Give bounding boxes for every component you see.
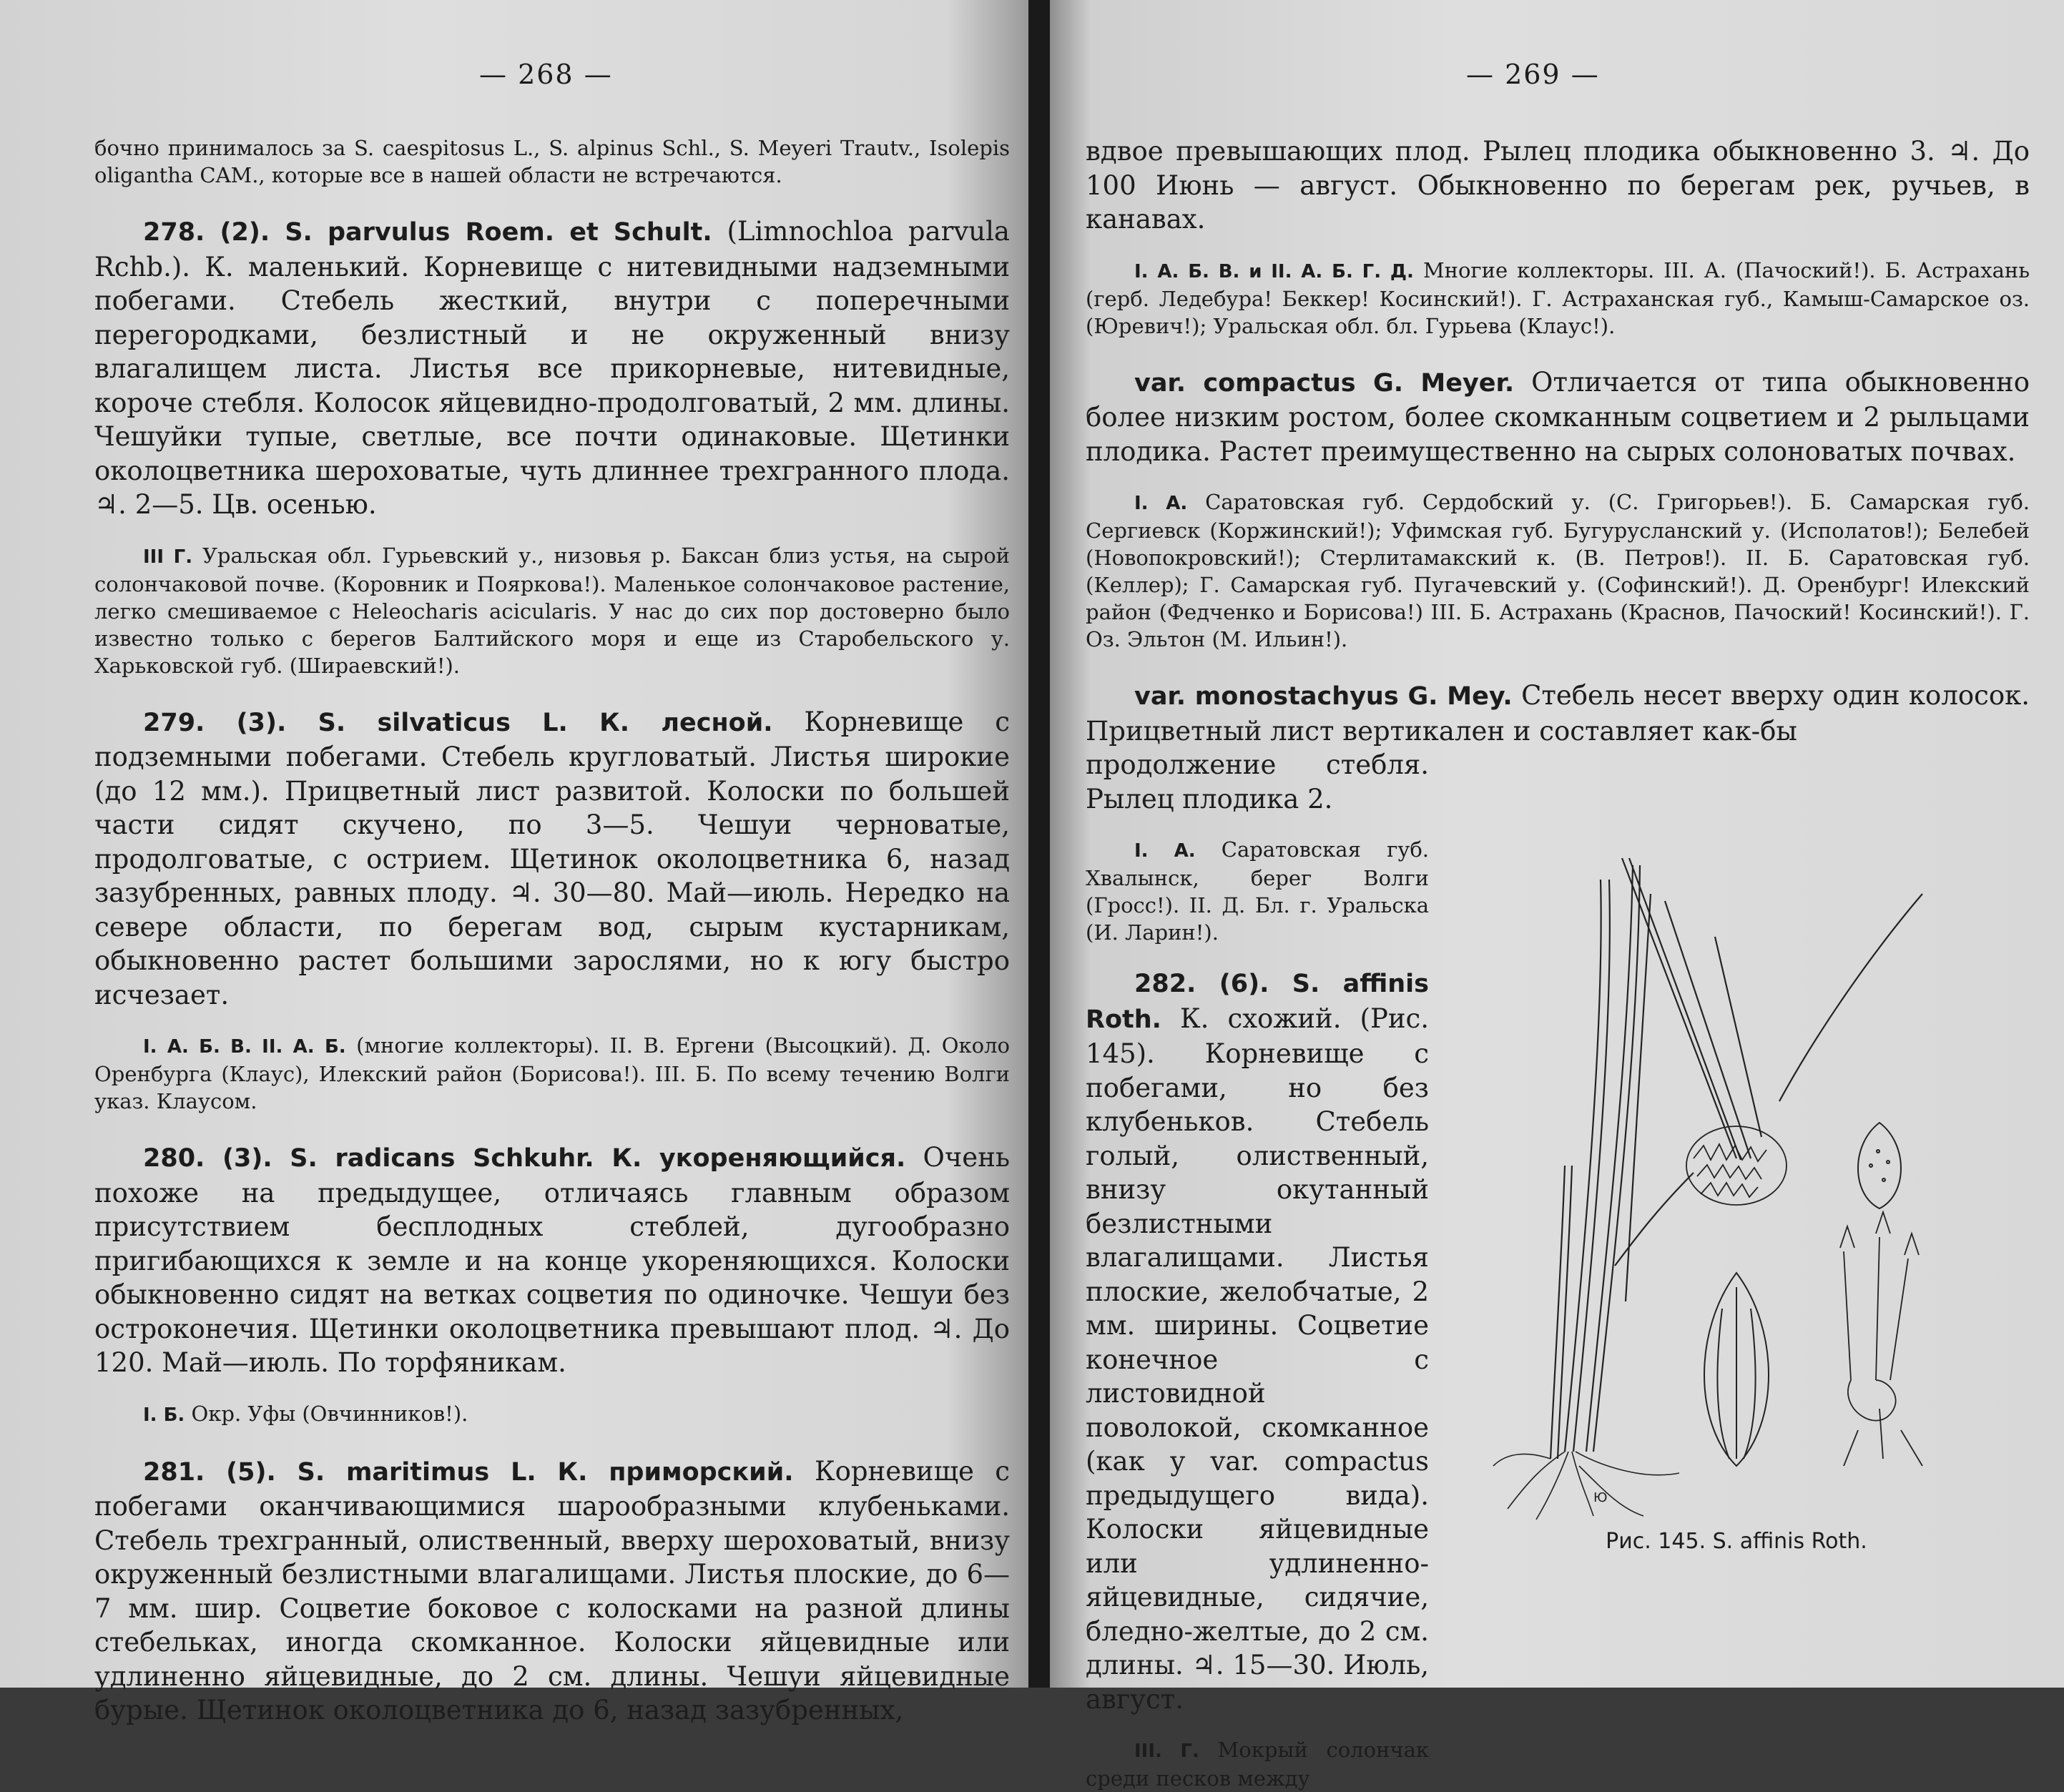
entry-281 bbox=[94, 1454, 1010, 1728]
entry-281-continuation: вдвое превышающих плод. Рылец плодика обыкновенно 3. ♃. До 100 Июнь — август. Обыкновенно по берегам рек, ручьев, в канавах. bbox=[1086, 136, 2030, 235]
entry-280-loc-heading: I. Б. bbox=[143, 1404, 185, 1426]
variety-compactus-body: Отличается от типа обыкновенно более низким ростом, более скомканным соцветием и 2 рыльцами плодика. Растет преимущественно на сырых солоноватых почвах. bbox=[1086, 366, 2030, 467]
intro-paragraph: бочно принималось за S. caespitosus L., S. alpinus Schl., S. Meyeri Trautv., Isolepis oligantha CAM., которые все в нашей области не встречаются. bbox=[94, 136, 1010, 187]
book-gutter bbox=[1028, 0, 1050, 1688]
scale-detail bbox=[1704, 1273, 1769, 1466]
entry-279-localities bbox=[94, 1032, 1010, 1115]
entry-281-localities bbox=[1086, 257, 2030, 340]
left-column bbox=[94, 134, 1010, 1728]
figure-mark: Ю bbox=[1593, 1490, 1608, 1505]
variety-monostachyus-body-cont: продолжение стебля. Рылец плодика 2. bbox=[1086, 749, 1429, 814]
entry-281-loc-heading: I. А. Б. В. и II. А. Б. Г. Д. bbox=[1134, 260, 1414, 282]
entry-282-localities bbox=[1086, 1736, 1429, 1792]
page-number-right: — 269 — bbox=[1466, 59, 1600, 90]
entry-282-loc-text: Мокрый солончак среди песков между bbox=[1086, 1738, 1429, 1791]
variety-monostachyus-body: Стебель несет вверху один колосок. Прицветный лист вертикален и составляет как-бы bbox=[1086, 680, 2030, 747]
figure-caption: Рис. 145. S. affinis Roth. bbox=[1606, 1529, 1867, 1554]
right-page bbox=[1050, 0, 2064, 1791]
entry-279-heading: 279. (3). S. silvaticus L. К. лесной. bbox=[143, 708, 773, 737]
variety-compactus-loc-text: Саратовская губ. Сердобский у. (С. Григорьев!). Б. Самарская губ. Сергиевск (Коржинский!); Уфимская губ. Бугурусланский у. (Исполатов!); Белебей (Новопокровский!); Стерлитамакский к. (В. Петров!). II. Б. Саратовская губ. (Келлер); Г. Самарская губ. Пугачевский у. (Софинский!). Д. Оренбург! Илекский район (Федченко и Борисова!) III. Б. Астрахань (Краснов, Пачоский! Косинский!). Г. Оз. Эльтон (М. Ильин!). bbox=[1086, 490, 2030, 651]
entry-278-heading: 278. (2). S. parvulus Roem. et Schult. bbox=[143, 218, 712, 247]
entry-281-heading: 281. (5). S. maritimus L. К. приморский. bbox=[143, 1457, 794, 1487]
variety-compactus-heading: var. compactus G. Meyer. bbox=[1134, 368, 1515, 398]
nutlet-detail bbox=[1858, 1123, 1901, 1208]
entry-279 bbox=[94, 705, 1010, 1013]
variety-monostachyus-loc-text: Саратовская губ. Хвалынск, берег Волги (Гросс!). II. Д. Бл. г. Уральска (И. Ларин!). bbox=[1086, 837, 1429, 945]
narrow-text-column bbox=[1086, 748, 1429, 1792]
variety-monostachyus-localities bbox=[1086, 836, 1429, 946]
entry-279-body: Корневище с подземными побегами. Стебель кругловатый. Листья широкие (до 12 мм.). Прицветный лист развитой. Колоски по большей части сидят скучено, по 3—5. Чешуи черноватые, продолговатые, с острием. Щетинок околоцветника 6, назад зазубренных, равных плоду. ♃. 30—80. Май—июль. Нередко на севере области, по берегам вод, сырым кустарникам, обыкновенно растет большими зарослями, но к югу быстро исчезает. bbox=[94, 706, 1010, 1010]
inflorescence bbox=[1686, 1126, 1787, 1205]
plant-illustration bbox=[1479, 837, 1994, 1523]
entry-278 bbox=[94, 215, 1010, 522]
entry-280-heading: 280. (3). S. radicans Schkuhr. К. укореняющийся. bbox=[143, 1144, 906, 1173]
entry-278-loc-text: Уральская обл. Гурьевский у., низовья р. Баксан близ устья, на сырой солончаковой почве. (Коровник и Пояркова!). Маленькое солончаковое растение, легко смешиваемое с Heleocharis acicularis. У нас до сих пор достоверно было известно только с берегов Балтийского моря и еще из Старобельского у. Харьковской губ. (Шираевский!). bbox=[94, 543, 1010, 678]
entry-281-loc-text: Многие коллекторы. III. А. (Пачоский!). Б. Астрахань (герб. Ледебура! Беккер! Косинский!). Г. Астраханская губ., Камыш-Самарское оз. (Юревич!); Уральская обл. бл. Гурьева (Клаус!). bbox=[1086, 257, 2030, 338]
entry-278-body: (Limnochloa parvula Rchb.). К. маленький. Корневище с нитевидными надземными побегами. Стебель жесткий, внутри с поперечными перегородками, безлистный и не окруженный внизу влагалищем листа. Листья все прикорневые, нитевидные, короче стебля. Колосок яйцевидно-продолговатый, 2 мм. длины. Чешуйки тупые, светлые, все почти одинаковые. Щетинки околоцветника шероховатые, чуть длиннее трехгранного плода. ♃. 2—5. Цв. осенью. bbox=[94, 216, 1010, 520]
variety-compactus-localities bbox=[1086, 488, 2030, 653]
entry-278-localities bbox=[94, 542, 1010, 679]
entry-280-loc-text: Окр. Уфы (Овчинников!). bbox=[191, 1401, 468, 1426]
figure-145 bbox=[1479, 837, 1994, 1573]
left-page bbox=[0, 0, 1028, 1725]
entry-280 bbox=[94, 1141, 1010, 1380]
entry-282-body: К. схожий. (Рис. 145). Корневище с побегами, но без клубеньков. Стебель голый, олиственный, внизу окутанный безлистными влагалищами. Листья плоские, желобчатые, 2 мм. ширины. Соцветие конечное с листовидной поволокой, скомканное (как у var. compactus предыдущего вида). Колоски яйцевидные или удлиненно-яйцевидные, сидячие, бледно-желтые, до 2 см. длины. ♃. 15—30. Июль, август. bbox=[1086, 1003, 1429, 1715]
entry-282 bbox=[1086, 966, 1429, 1716]
entry-280-localities bbox=[94, 1400, 1010, 1429]
variety-monostachyus bbox=[1086, 679, 2030, 748]
entry-279-loc-heading: I. А. Б. В. II. А. Б. bbox=[143, 1036, 346, 1058]
variety-monostachyus-heading: var. monostachyus G. Mey. bbox=[1134, 682, 1513, 711]
roots bbox=[1493, 1452, 1679, 1520]
entry-282-loc-heading: III. Г. bbox=[1134, 1741, 1199, 1762]
flower-detail bbox=[1840, 1212, 1922, 1466]
entry-280-body: Очень похоже на предыдущее, отличаясь главным образом присутствием бесплодных стеблей, дугообразно пригибающихся к земле и на конце укореняющихся. Колоски обыкновенно сидят на ветках соцветия по одиночке. Чешуи без остроконечия. Щетинки околоцветника превышают плод. ♃. До 120. Май—июль. По торфяникам. bbox=[94, 1142, 1010, 1378]
variety-compactus bbox=[1086, 365, 2030, 469]
entry-279-loc-text: (многие коллекторы). II. В. Ергени (Высоцкий). Д. Около Оренбурга (Клаус), Илекский район (Борисова!). III. Б. По всему течению Волги указ. Клаусом. bbox=[94, 1033, 1011, 1113]
variety-monostachyus-loc-heading: I. А. bbox=[1134, 840, 1196, 862]
entry-281-body: Корневище с побегами оканчивающимися шарообразными клубеньками. Стебель трехгранный, олиственный, вверху шероховатый, внизу окруженный безлистными влагалищами. Листья плоские, до 6—7 мм. шир. Соцветие боковое с колосками на разной длины стебельках, иногда скомканное. Колоски яйцевидные или удлиненно яйцевидные, до 2 см. длины. Чешуи яйцевидные бурые. Щетинок околоцветника до 6, назад зазубренных, bbox=[94, 1455, 1010, 1725]
entry-278-loc-heading: III Г. bbox=[143, 546, 193, 568]
entry-282-heading: 282. (6). S. affinis Roth. bbox=[1086, 970, 1429, 1034]
page-number-left: — 268 — bbox=[479, 59, 613, 90]
variety-compactus-loc-heading: I. А. bbox=[1134, 493, 1188, 514]
